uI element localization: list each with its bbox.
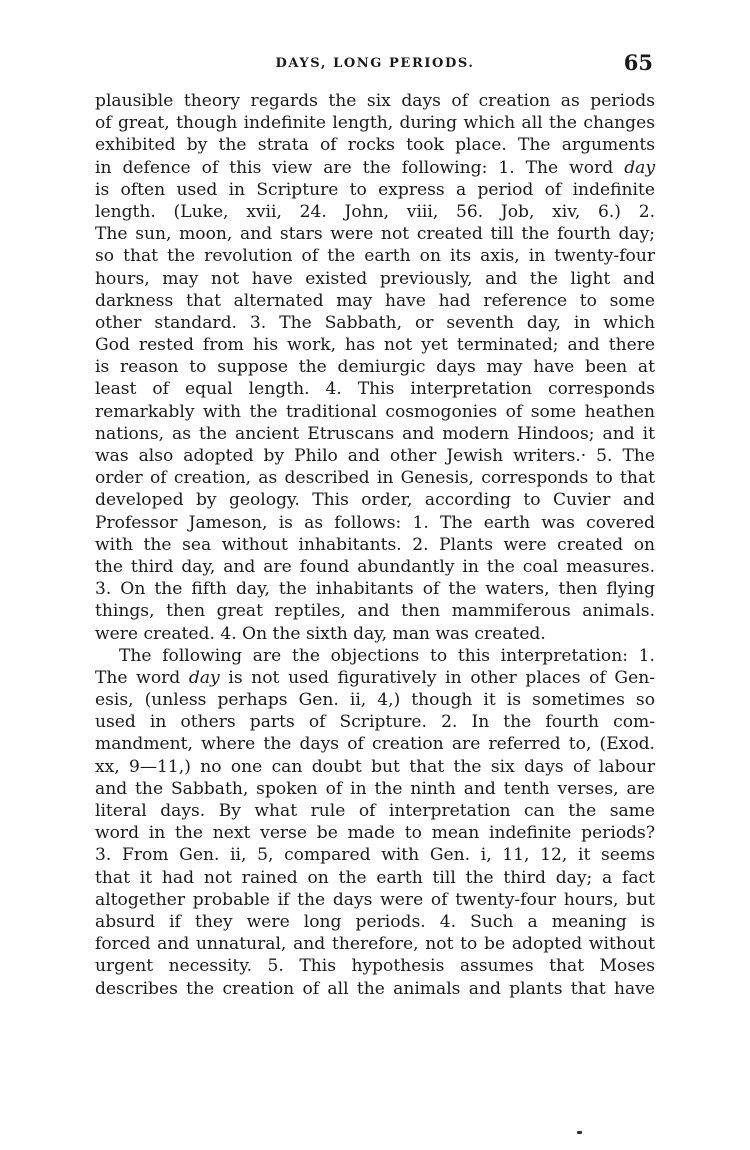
text-line xyxy=(95,157,655,179)
line-text: Professor Jameson, is as follows: 1. The earth was covered xyxy=(95,512,655,533)
line-text: darkness that alternated may have had reference to some xyxy=(95,290,655,311)
line-text: word in the next verse be made to mean indefinite periods? xyxy=(95,823,655,844)
line-text: The word xyxy=(95,667,189,688)
text-line xyxy=(95,800,655,822)
line-text: developed by geology. This order, according to Cuvier and xyxy=(95,490,655,511)
line-text: that it had not rained on the earth till the third day; a fact xyxy=(95,867,655,888)
text-line xyxy=(95,423,655,445)
line-text: was also adopted by Philo and other Jewish writers.· 5. The xyxy=(95,446,655,466)
book-page xyxy=(95,52,655,1000)
text-line xyxy=(95,933,655,955)
text-line xyxy=(95,334,655,356)
line-text: is often used in Scripture to express a period of indefinite xyxy=(95,179,655,200)
line-text: remarkably with the traditional cosmogonies of some heathen xyxy=(95,401,655,422)
text-line xyxy=(95,467,655,489)
line-text: other standard. 3. The Sabbath, or seventh day, in which xyxy=(95,312,655,333)
line-text: God rested from his work, has not yet terminated; and there xyxy=(95,335,655,356)
text-line xyxy=(95,401,655,423)
text-line xyxy=(95,556,655,578)
line-text: urgent necessity. 5. This hypothesis assumes that Moses xyxy=(95,956,655,977)
running-header xyxy=(95,52,655,88)
text-line xyxy=(95,268,655,290)
text-line xyxy=(95,778,655,800)
line-text: The following are the objections to this interpretation: 1. xyxy=(119,645,655,666)
text-line xyxy=(95,822,655,844)
line-text: so that the revolution of the earth on its axis, in twenty-four xyxy=(95,246,655,267)
line-text: 3. From Gen. ii, 5, compared with Gen. i, 11, 12, it seems xyxy=(95,845,655,866)
line-text: plausible theory regards the six days of creation as periods xyxy=(95,91,655,111)
text-line xyxy=(95,378,655,400)
text-line xyxy=(95,623,655,645)
text-line xyxy=(95,667,655,689)
line-text: the third day, and are found abundantly in the coal measures. xyxy=(95,556,655,577)
text-line xyxy=(95,179,655,201)
line-text: 3. On the fifth day, the inhabitants of the waters, then flying xyxy=(95,579,655,600)
line-text: of great, though indefinite length, during which all the changes xyxy=(95,113,655,134)
line-text: esis, (unless perhaps Gen. ii, 4,) though it is sometimes so xyxy=(95,690,655,711)
text-line xyxy=(95,600,655,622)
text-line xyxy=(95,711,655,733)
text-line xyxy=(95,445,655,467)
italic-word: day xyxy=(624,157,655,178)
line-text: length. (Luke, xvii, 24. John, viii, 56. Job, xiv, 6.) 2. xyxy=(95,201,655,222)
line-text: and the Sabbath, spoken of in the ninth and tenth verses, are xyxy=(95,778,655,799)
text-line xyxy=(95,134,655,156)
text-line xyxy=(95,245,655,267)
text-line xyxy=(95,489,655,511)
text-line xyxy=(95,911,655,933)
line-text: literal days. By what rule of interpretation can the same xyxy=(95,801,655,821)
line-text: is reason to suppose the demiurgic days may have been at xyxy=(95,357,655,378)
running-title: DAYS, LONG PERIODS. xyxy=(275,56,475,71)
line-text-continued: is not used figuratively in other places of Gen- xyxy=(219,667,655,688)
text-line xyxy=(95,578,655,600)
text-line xyxy=(95,201,655,223)
line-text: The sun, moon, and stars were not created till the fourth day; xyxy=(95,224,655,245)
text-line xyxy=(95,645,655,667)
line-text: describes the creation of all the animals and plants that have xyxy=(95,978,655,999)
text-line xyxy=(95,756,655,778)
line-text: order of creation, as described in Genesis, corresponds to that xyxy=(95,468,655,489)
line-text: in defence of this view are the following: 1. The word xyxy=(95,157,625,178)
text-line xyxy=(95,290,655,312)
page-number: 65 xyxy=(623,50,653,75)
line-text: with the sea without inhabitants. 2. Plants were created on xyxy=(95,534,655,555)
line-text: altogether probable if the days were of twenty-four hours, but xyxy=(95,889,655,910)
line-text: were created. 4. On the sixth day, man was created. xyxy=(95,623,546,644)
line-text: things, then great reptiles, and then mammiferous animals. xyxy=(95,601,655,622)
line-text: absurd if they were long periods. 4. Such a meaning is xyxy=(95,911,655,932)
text-line xyxy=(95,534,655,556)
text-line xyxy=(95,223,655,245)
text-line xyxy=(95,889,655,911)
text-line xyxy=(95,689,655,711)
line-text: nations, as the ancient Etruscans and modern Hindoos; and it xyxy=(95,423,655,444)
italic-word: day xyxy=(188,667,220,688)
line-text: forced and unnatural, and therefore, not to be adopted without xyxy=(95,934,655,955)
text-line xyxy=(95,844,655,866)
body-text xyxy=(95,90,655,1000)
text-line xyxy=(95,955,655,977)
line-text: mandment, where the days of creation are referred to, (Exod. xyxy=(95,734,655,755)
line-text: xx, 9—11,) no one can doubt but that the six days of labour xyxy=(95,756,655,777)
line-text: exhibited by the strata of rocks took place. The arguments xyxy=(95,135,655,156)
text-line xyxy=(95,733,655,755)
line-text: used in others parts of Scripture. 2. In the fourth com- xyxy=(95,712,655,733)
text-line xyxy=(95,978,655,1000)
line-text: hours, may not have existed previously, and the light and xyxy=(95,268,655,289)
text-line xyxy=(95,512,655,534)
text-line xyxy=(95,112,655,134)
text-line xyxy=(95,356,655,378)
text-line xyxy=(95,867,655,889)
text-line xyxy=(95,90,655,112)
line-text: least of equal length. 4. This interpretation corresponds xyxy=(95,379,655,400)
ink-speck xyxy=(577,1131,582,1134)
text-line xyxy=(95,312,655,334)
